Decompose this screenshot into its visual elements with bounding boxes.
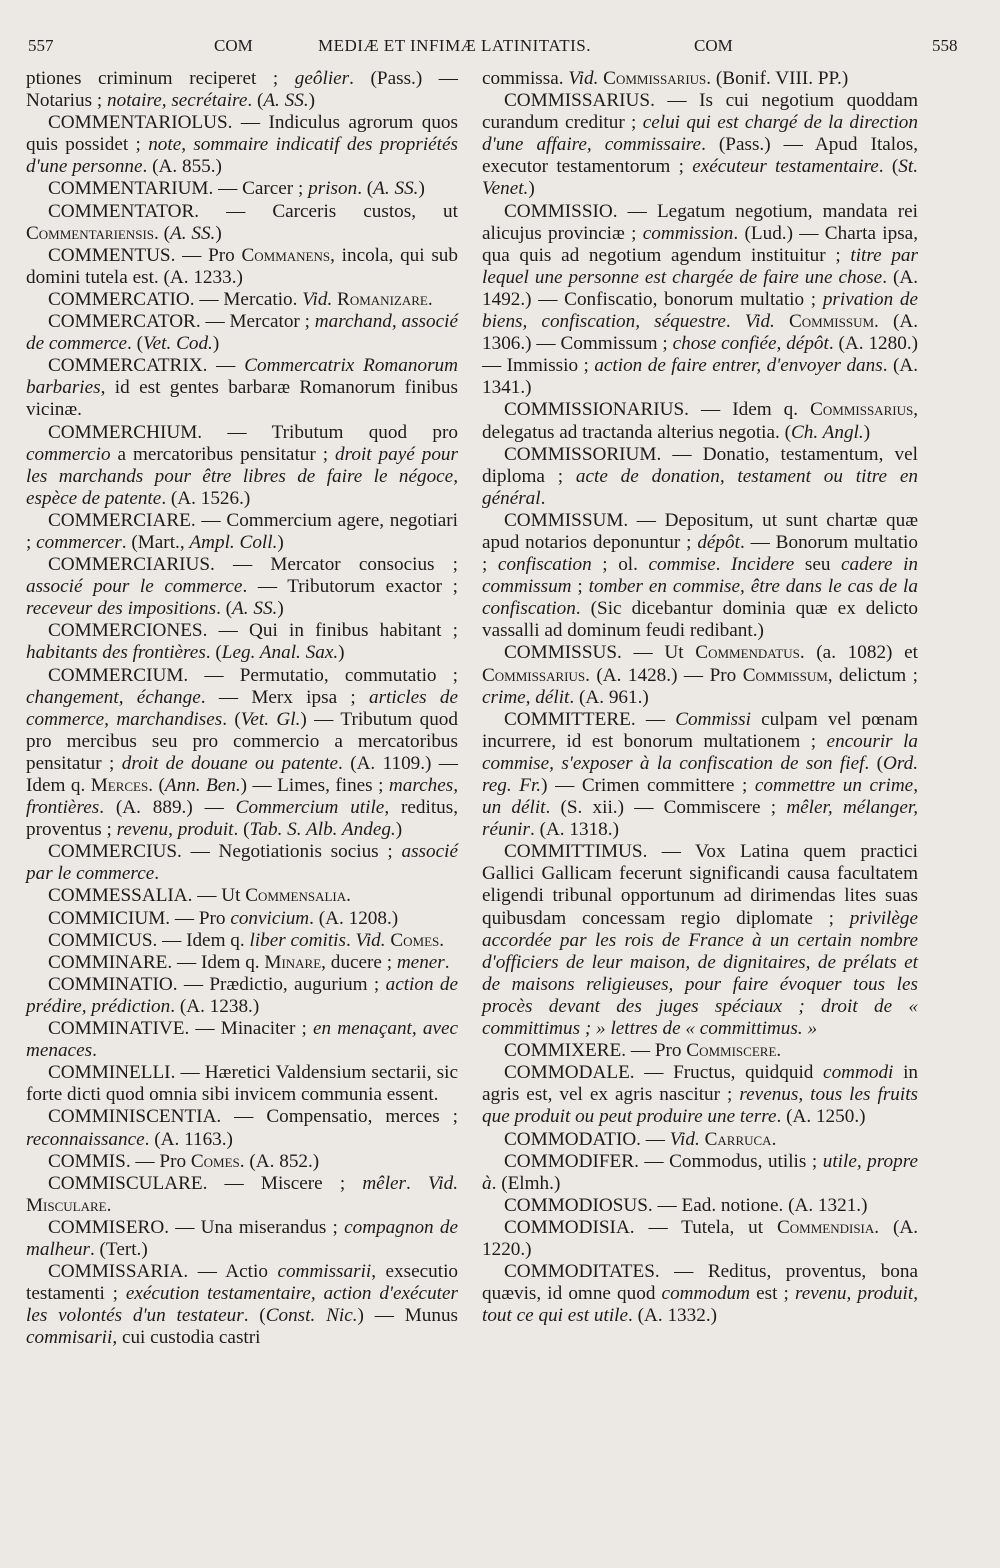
right-running-head: COM — [694, 36, 733, 55]
dictionary-entry: COMMERCHIUM. — Tributum quod pro commercio a mercatoribus pensitatur ; droit payé pour les marchands pour être libres de faire le négoce, espèce de patente. (A. 1526.) — [26, 421, 458, 509]
right-page-number: 558 — [932, 36, 958, 55]
dictionary-entry: COMMERCIONES. — Qui in finibus habitant ; habitants des frontières. (Leg. Anal. Sax.) — [26, 620, 458, 664]
dictionary-entry: COMMERCIUM. — Permutatio, commutatio ; changement, échange. — Merx ipsa ; articles de commerce, marchandises. (Vet. Gl.) — Tributum quod pro mercibus seu pro commercio a mercatoribus pensitatur ; droit de douane ou patente. (A. 1109.) — Idem q. Merces. (Ann. Ben.) — Limes, fines ; marches, frontières. (A. 889.) — Commercium utile, reditus, proventus ; revenu, produit. (Tab. S. Alb. Andeg.) — [26, 664, 459, 841]
dictionary-entry: COMMERCIARE. — Commercium agere, negotiari ; commercer. (Mart., Ampl. Coll.) — [26, 509, 458, 553]
left-running-head: COM — [214, 36, 253, 55]
dictionary-entry: COMMINARE. — Idem q. Minare, ducere ; mener. — [48, 951, 450, 973]
dictionary-entry: COMMISSORIUM. — Donatio, testamentum, vel diploma ; acte de donation, testament ou titre en général. — [482, 443, 919, 509]
right-column — [482, 68, 918, 1327]
dictionary-entry: COMMODIOSUS. — Ead. notione. (A. 1321.) — [504, 1194, 868, 1216]
dictionary-entry: COMMISSIONARIUS. — Idem q. Commissarius, delegatus ad tractanda alterius negotia. (Ch. Angl.) — [482, 399, 918, 443]
left-column — [26, 68, 458, 1349]
dictionary-entry: COMMISSARIUS. — Is cui negotium quoddam curandum creditur ; celui qui est chargé de la direction d'une affaire, commissaire. (Pass.) — Apud Italos, executor testamentorum ; exécuteur testamentaire. (St. Venet.) — [482, 90, 918, 200]
dictionary-entry: COMMERCATOR. — Mercator ; marchand, associé de commerce. (Vet. Cod.) — [26, 311, 458, 355]
dictionary-entry: COMMICUS. — Idem q. liber comitis. Vid. Comes. — [48, 929, 445, 951]
dictionary-entry: commissa. Vid. Commissarius. (Bonif. VIII. PP.) — [482, 68, 849, 89]
left-page-number: 557 — [28, 36, 54, 55]
dictionary-entry: COMMINELLI. — Hæretici Valdensium sectarii, sic forte dicti quod omnia sibi invicem communia essent. — [26, 1062, 458, 1106]
dictionary-entry: COMMERCATIO. — Mercatio. Vid. Romanizare. — [48, 288, 433, 310]
dictionary-entry: COMMODISIA. — Tutela, ut Commendisia. (A. 1220.) — [482, 1216, 918, 1260]
dictionary-entry: COMMODATIO. — Vid. Carruca. — [504, 1128, 777, 1150]
dictionary-entry: COMMERCIUS. — Negotiationis socius ; associé par le commerce. — [26, 841, 458, 885]
dictionary-entry: COMMINATIVE. — Minaciter ; en menaçant, avec menaces. — [26, 1018, 458, 1062]
dictionary-entry: COMMENTUS. — Pro Commanens, incola, qui sub domini tutela est. (A. 1233.) — [26, 244, 458, 288]
dictionary-entry: COMMODITATES. — Reditus, proventus, bona quævis, id omne quod commodum est ; revenu, produit, tout ce qui est utile. (A. 1332.) — [482, 1261, 918, 1327]
dictionary-entry: COMMISSUM. — Depositum, ut sunt chartæ quæ apud notarios deponuntur ; dépôt. — Bonorum multatio ; confiscation ; ol. commise. Incidere seu cadere in commissum ; tomber en commise, être dans le cas de la confiscation. (Sic dicebantur dominia quæ ex delicto vassalli ad dominum feudi redibant.) — [482, 509, 919, 642]
dictionary-entry: COMMENTARIUM. — Carcer ; prison. (A. SS.) — [48, 178, 425, 200]
dictionary-entry: COMMISERO. — Una miserandus ; compagnon de malheur. (Tert.) — [26, 1216, 459, 1260]
dictionary-entry: COMMIS. — Pro Comes. (A. 852.) — [48, 1150, 320, 1172]
dictionary-entry: COMMINISCENTIA. — Compensatio, merces ; reconnaissance. (A. 1163.) — [26, 1106, 458, 1150]
dictionary-entry: COMMENTATOR. — Carceris custos, ut Commentariensis. (A. SS.) — [26, 200, 458, 244]
dictionary-entry: COMMITTERE. — Commissi culpam vel pœnam incurrere, id est bonorum multationem ; encourir la commise, s'exposer à la confiscation de son fief. (Ord. reg. Fr.) — Crimen committere ; commettre un crime, un délit. (S. xii.) — Commiscere ; mêler, mélanger, réunir. (A. 1318.) — [482, 708, 919, 841]
dictionary-entry: COMMISSUS. — Ut Commendatus. (a. 1082) et Commissarius. (A. 1428.) — Pro Commissum, delictum ; crime, délit. (A. 961.) — [482, 642, 918, 708]
dictionary-entry: COMMESSALIA. — Ut Commensalia. — [48, 885, 351, 907]
dictionary-entry: COMMERCATRIX. — Commercatrix Romanorum barbaries, id est gentes barbaræ Romanorum finibus vicinæ. — [26, 355, 458, 421]
dictionary-entry: COMMODALE. — Fructus, quidquid commodi in agris est, vel ex agris nascitur ; revenus, tous les fruits que produit ou peut produire une terre. (A. 1250.) — [482, 1062, 919, 1128]
dictionary-entry: COMMICIUM. — Pro convicium. (A. 1208.) — [48, 907, 399, 929]
running-title: MEDIÆ ET INFIMÆ LATINITATIS. — [318, 36, 591, 55]
dictionary-entry: COMMERCIARIUS. — Mercator consocius ; associé pour le commerce. — Tributorum exactor ; receveur des impositions. (A. SS.) — [26, 554, 458, 620]
dictionary-entry: COMMENTARIOLUS. — Indiculus agrorum quos quis possidet ; note, sommaire indicatif des propriétés d'une personne. (A. 855.) — [26, 112, 458, 178]
dictionary-entry: COMMISCULARE. — Miscere ; mêler. Vid. Misculare. — [26, 1172, 458, 1216]
dictionary-entry: COMMINATIO. — Prædictio, augurium ; action de prédire, prédiction. (A. 1238.) — [26, 973, 458, 1017]
dictionary-entry: ptiones criminum reciperet ; geôlier. (Pass.) — Notarius ; notaire, secrétaire. (A. SS.) — [26, 68, 458, 112]
dictionary-entry: COMMODIFER. — Commodus, utilis ; utile, propre à. (Elmh.) — [482, 1150, 918, 1194]
dictionary-entry: COMMIXERE. — Pro Commiscere. — [504, 1040, 782, 1062]
dictionary-entry: COMMISSARIA. — Actio commissarii, exsecutio testamenti ; exécution testamentaire, action d'exécuter les volontés d'un testateur. (Const. Nic.) — Munus commisarii, cui custodia castri — [26, 1261, 458, 1349]
dictionary-entry: COMMITTIMUS. — Vox Latina quem practici Gallici Gallicam fecerunt significandi causa facultatem eligendi tribunal opportunum ad dirimendas lites suas quibusdam concessam regio diplomate ; privilège accordée par les rois de France à un certain nombre d'officiers de leur maison, de dignitaires, de prélats et de maisons religieuses, pour faire évoquer tous les procès devant des juges spéciaux ; droit de « committimus ; » lettres de « committimus. » — [482, 841, 918, 1040]
dictionary-entry: COMMISSIO. — Legatum negotium, mandata rei alicujus provinciæ ; commission. (Lud.) — Charta ipsa, qua quis ad negotium agendum instituitur ; titre par lequel une personne est chargée de faire une chose. (A. 1492.) — Confiscatio, bonorum multatio ; privation de biens, confiscation, séquestre. Vid. Commissum. (A. 1306.) — Commissum ; chose confiée, dépôt. (A. 1280.) — Immissio ; action de faire entrer, d'envoyer dans. (A. 1341.) — [482, 200, 919, 399]
